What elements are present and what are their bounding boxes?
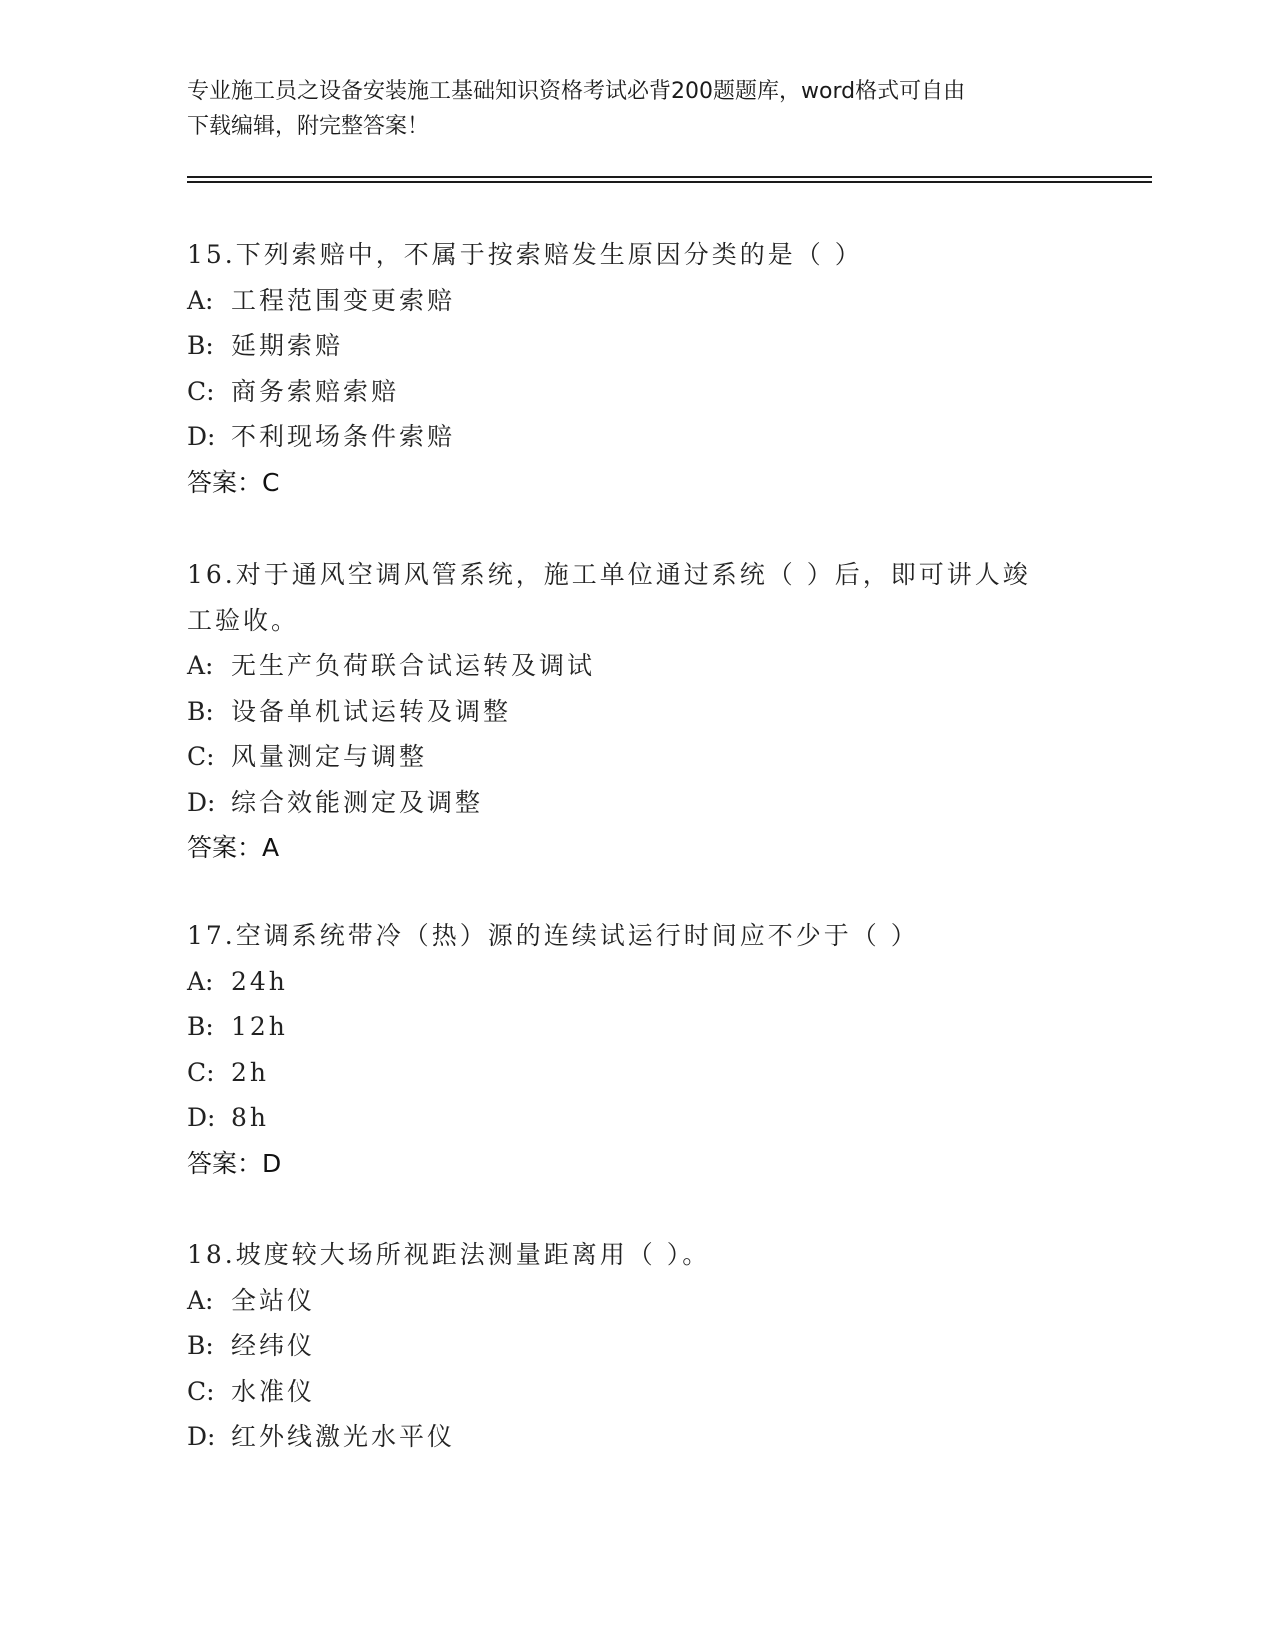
option-letter: A: [187, 1285, 214, 1315]
option-b [187, 1004, 1087, 1050]
question-stem-line-2: 工验收。 [187, 605, 300, 635]
option-letter: D: [187, 1422, 216, 1451]
option-text: 12h [231, 1012, 288, 1041]
option-letter: A: [187, 651, 214, 680]
question-stem-line-1: 16.对于通风空调风管系统，施工单位通过系统（ ）后，即可讲人竣 [187, 560, 1031, 589]
option-c [187, 369, 1087, 415]
option-text: 2h [231, 1057, 270, 1087]
answer-line: 答案：A [187, 833, 280, 862]
option-text: 水准仪 [231, 1376, 316, 1406]
option-c [187, 734, 1087, 780]
option-text: 设备单机试运转及调整 [231, 696, 512, 726]
option-a [187, 643, 1087, 689]
option-text: 不利现场条件索赔 [231, 422, 456, 451]
question-stem: 15.下列索赔中，不属于按索赔发生原因分类的是（ ） [187, 240, 863, 269]
option-text: 全站仪 [231, 1285, 316, 1315]
option-d [187, 780, 1087, 826]
option-text: 8h [231, 1103, 270, 1132]
option-letter: A: [187, 285, 214, 315]
option-letter: C: [187, 742, 215, 771]
option-text: 商务索赔索赔 [231, 376, 400, 406]
option-text: 综合效能测定及调整 [231, 787, 484, 817]
option-text: 24h [231, 966, 288, 996]
option-text: 经纬仪 [231, 1331, 316, 1360]
option-letter: B: [187, 1331, 214, 1360]
option-text: 无生产负荷联合试运转及调试 [231, 651, 596, 680]
question-18 [187, 1232, 1087, 1460]
question-stem: 18.坡度较大场所视距法测量距离用（ ）。 [187, 1240, 711, 1269]
question-stem: 17.空调系统带冷（热）源的连续试运行时间应不少于（ ） [187, 921, 919, 950]
option-d [187, 1414, 1087, 1460]
option-letter: A: [187, 966, 214, 996]
option-c [187, 1369, 1087, 1415]
answer-line: 答案：C [187, 467, 280, 497]
option-b [187, 1323, 1087, 1369]
option-letter: B: [187, 331, 214, 360]
option-letter: D: [187, 787, 216, 817]
document-header [187, 74, 1087, 144]
option-letter: C: [187, 1376, 215, 1406]
option-letter: B: [187, 1012, 214, 1041]
option-c [187, 1050, 1087, 1096]
option-text: 工程范围变更索赔 [231, 285, 456, 315]
header-divider-bottom [187, 181, 1152, 183]
question-16 [187, 552, 1087, 871]
option-letter: C: [187, 1057, 215, 1087]
option-b [187, 323, 1087, 369]
option-a [187, 959, 1087, 1005]
answer-line: 答案：D [187, 1148, 282, 1178]
header-divider-top [187, 176, 1152, 178]
option-letter: C: [187, 376, 215, 406]
option-text: 风量测定与调整 [231, 742, 428, 771]
question-17 [187, 913, 1087, 1186]
option-letter: D: [187, 1103, 216, 1132]
header-line-1: 专业施工员之设备安装施工基础知识资格考试必背200题题库，word格式可自由 [187, 79, 966, 104]
option-a [187, 1278, 1087, 1324]
option-b [187, 689, 1087, 735]
option-text: 红外线激光水平仪 [231, 1422, 456, 1451]
header-line-2: 下载编辑，附完整答案！ [187, 114, 430, 139]
option-d [187, 1095, 1087, 1141]
option-a [187, 278, 1087, 324]
option-d [187, 414, 1087, 460]
question-15 [187, 232, 1087, 505]
option-letter: D: [187, 422, 216, 451]
option-letter: B: [187, 696, 214, 726]
option-text: 延期索赔 [231, 331, 344, 360]
